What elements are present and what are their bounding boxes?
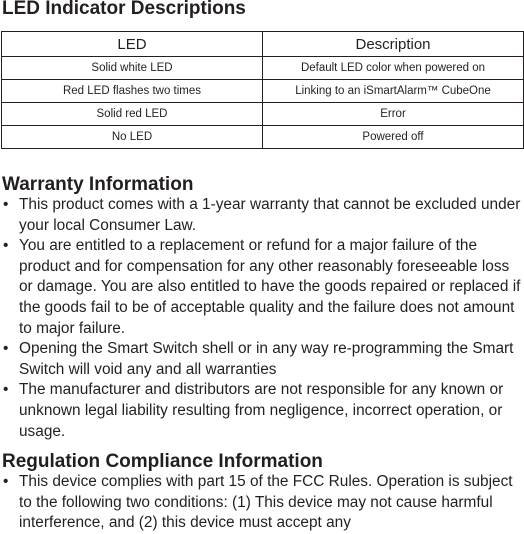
table-row [2, 126, 524, 149]
list-item-text: The manufacturer and distributors are not responsible for any known or unknown legal liability resulting from negligence, incorrect operation, or usage. [19, 381, 504, 440]
bullet-icon: • [3, 473, 9, 490]
warranty-section-heading: Warranty Information [2, 174, 194, 195]
bullet-icon: • [3, 381, 9, 399]
description-cell: Powered off [263, 126, 524, 149]
list-item-text: Opening the Smart Switch shell or in any way re-programming the Smart Switch will void any and all warranties [19, 340, 514, 378]
description-cell: Error [263, 103, 524, 126]
list-item [0, 380, 524, 442]
list-item-text: You are entitled to a replacement or refund for a major failure of the product and for compensation for any other reasonably foreseeable loss or damage. You are also entitled to have the goods repaired or replaced if the goods fail to be of acceptable quality and the failure does not amount to major failure. [19, 237, 521, 337]
led-column-header: LED [2, 32, 263, 57]
led-section-heading: LED Indicator Descriptions [2, 0, 246, 19]
led-cell: Red LED flashes two times [2, 80, 263, 103]
list-item [0, 236, 524, 339]
led-cell: Solid white LED [2, 57, 263, 80]
regulation-section-heading: Regulation Compliance Information [2, 451, 323, 472]
bullet-icon: • [3, 196, 9, 213]
description-cell: Linking to an iSmartAlarm™ CubeOne [263, 80, 524, 103]
warranty-list [0, 195, 524, 442]
table-row [2, 80, 524, 103]
description-cell: Default LED color when powered on [263, 57, 524, 80]
list-item [0, 195, 524, 236]
list-item-text: This device complies with part 15 of the FCC Rules. Operation is subject to the following two conditions: (1) This device may not cause harmful interference, and (2) this device must accept any [19, 473, 513, 532]
table-row [2, 103, 524, 126]
bullet-icon: • [3, 340, 9, 358]
led-cell: No LED [2, 126, 263, 149]
bullet-icon: • [3, 237, 9, 255]
table-row [2, 57, 524, 80]
regulation-list [0, 472, 524, 534]
description-column-header: Description [263, 32, 524, 57]
led-table [1, 31, 524, 149]
list-item [0, 472, 524, 534]
list-item-text: This product comes with a 1-year warranty that cannot be excluded under your local Consumer Law. [19, 196, 521, 234]
led-table-header-row [2, 32, 524, 57]
list-item [0, 339, 524, 380]
led-cell: Solid red LED [2, 103, 263, 126]
